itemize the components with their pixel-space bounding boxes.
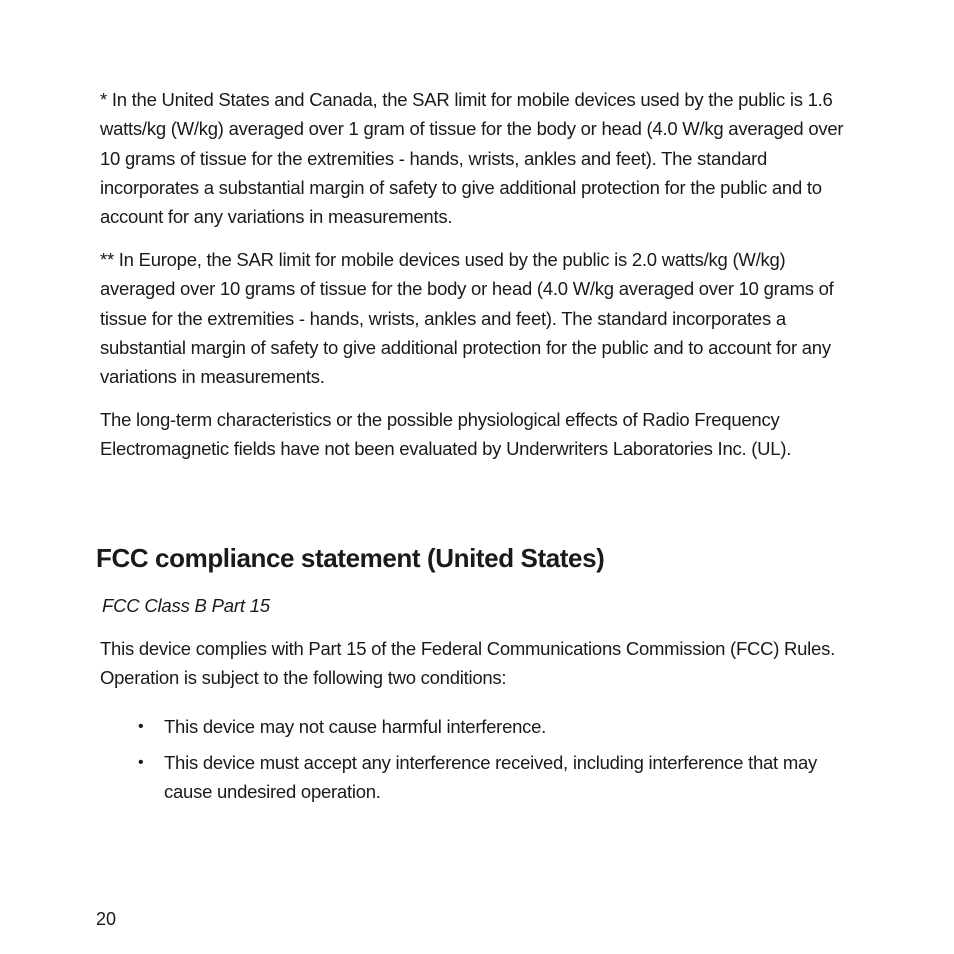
fcc-conditions-list [100,712,862,813]
fcc-class-subheading: FCC Class B Part 15 [102,595,270,616]
fcc-intro-paragraph: This device complies with Part 15 of the Federal Communications Commission (FCC) Rules. Operation is subject to the following two conditions: [100,638,835,689]
sar-europe-paragraph: ** In Europe, the SAR limit for mobile devices used by the public is 2.0 watts/kg (W/kg) averaged over 10 grams of tissue for the body or head (4.0 W/kg averaged over 10 grams of tissue for the extremities - hands, wrists, ankles and feet). The standard incorporates a substantial margin of safety to give additional protection for the public and to account for any variations in measurements. [100,249,834,388]
bullet-icon: • [138,754,144,771]
condition-text: This device may not cause harmful interference. [164,716,547,737]
fcc-section-heading: FCC compliance statement (United States) [96,543,605,573]
sar-us-canada-paragraph: * In the United States and Canada, the SAR limit for mobile devices used by the public is 1.6 watts/kg (W/kg) averaged over 1 gram of tissue for the body or head (4.0 W/kg averaged over 10 grams of tissue for the extremities - hands, wrists, ankles and feet). The standard incorporates a substantial margin of safety to give additional protection for the public and to account for any variations in measurements. [100,89,844,228]
page-number: 20 [96,909,117,929]
list-item [100,748,862,806]
condition-text: This device must accept any interference received, including interference that may cause undesired operation. [164,752,818,802]
ul-note-paragraph: The long-term characteristics or the possible physiological effects of Radio Frequency Electromagnetic fields have not been evaluated by Underwriters Laboratories Inc. (UL). [100,409,792,460]
bullet-icon: • [138,718,144,735]
list-item [100,712,862,741]
